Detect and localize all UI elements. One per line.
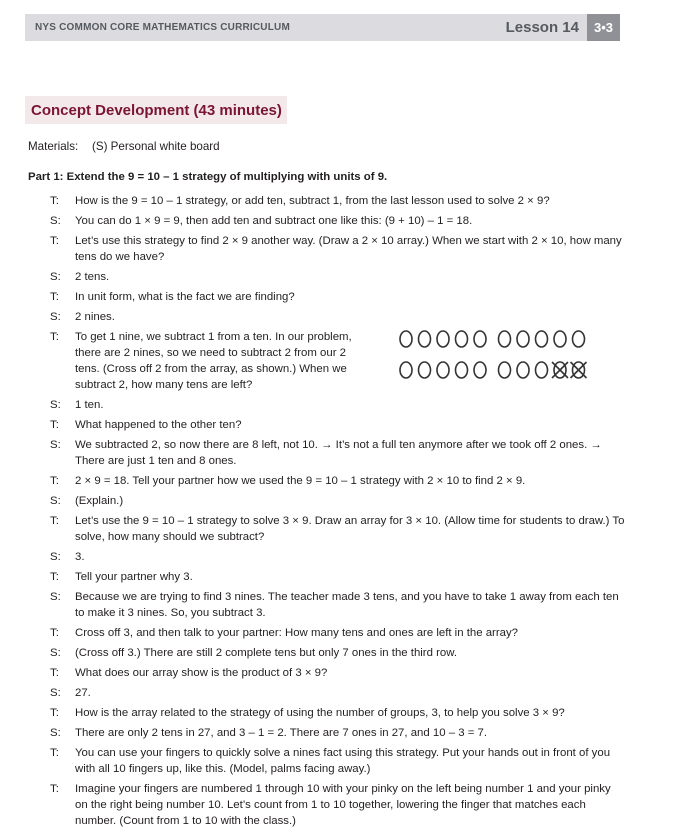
array-circle [419, 331, 431, 347]
dialog-line [50, 549, 670, 565]
array-circle [474, 331, 486, 347]
array-circle [517, 362, 529, 378]
dialog-text: In unit form, what is the fact we are finding? [75, 291, 295, 303]
dialog-text: There are only 2 tens in 27, and 3 – 1 = 2. There are 7 ones in 27, and 10 – 3 = 7. [75, 727, 488, 739]
dialog-line [50, 745, 670, 777]
dialog-text: You can use your fingers to quickly solve a nines fact using this strategy. Put your hands out in front of you with all 10 fingers up, like this. (Model, palms facing away.) [75, 747, 611, 775]
dialog-line [50, 513, 670, 545]
dialog-line [50, 569, 670, 585]
array-circle [437, 331, 449, 347]
speaker: S: [50, 727, 61, 739]
array-circle [419, 362, 431, 378]
dialog-line [50, 289, 670, 305]
section-title: Concept Development (43 minutes) [25, 96, 287, 124]
lesson-label-group [506, 14, 620, 41]
speaker: T: [50, 515, 59, 527]
materials-text: (S) Personal white board [92, 140, 220, 153]
dialog-text: You can do 1 × 9 = 9, then add ten and subtract one like this: (9 + 10) – 1 = 18. [75, 215, 473, 227]
speaker: T: [50, 475, 59, 487]
speaker: T: [50, 571, 59, 583]
speaker: T: [50, 331, 59, 343]
crossed-array-circle [571, 362, 587, 378]
speaker: T: [50, 707, 59, 719]
dialog-text: How is the array related to the strategy of using the number of groups, 3, to help you solve 3 × 9? [75, 707, 565, 719]
speaker: T: [50, 235, 59, 247]
dialog-text: 3. [75, 551, 85, 563]
array-circle [536, 331, 548, 347]
array-circle [573, 331, 585, 347]
materials-label: Materials: [28, 140, 79, 153]
speaker: S: [50, 439, 61, 451]
dialog-line [50, 417, 670, 433]
speaker: T: [50, 291, 59, 303]
dialog-line [50, 705, 670, 721]
dialog-line [50, 437, 670, 469]
speaker: T: [50, 195, 59, 207]
speaker: S: [50, 647, 61, 659]
speaker: S: [50, 687, 61, 699]
array-circle [474, 362, 486, 378]
page-header [25, 14, 620, 41]
lesson-number: Lesson 14 [505, 19, 579, 36]
dialog-line [50, 685, 670, 701]
array-circle [400, 331, 412, 347]
speaker: T: [50, 627, 59, 639]
dialog-text: We subtracted 2, so now there are 8 left, not 10. → It’s not a full ten anymore after we took off 2 ones. → There are just 1 ten and 8 ones. [75, 439, 602, 467]
array-circle [456, 362, 468, 378]
array-circle [499, 362, 511, 378]
dialog-line [50, 269, 670, 285]
speaker: S: [50, 551, 61, 563]
dialog-line [50, 589, 670, 621]
dialog-text: To get 1 nine, we subtract 1 from a ten. In our problem, there are 2 nines, so we need to subtract 2 from our 2 tens. (Cross off 2 from the array, as shown.) When we subtract 2, how many tens are left? [75, 331, 352, 391]
dialog-text: Let’s use the 9 = 10 – 1 strategy to solve 3 × 9. Draw an array for 3 × 10. (Allow time for students to draw.) To solve, how many should we subtract? [75, 515, 625, 543]
dialog-text: Tell your partner why 3. [75, 571, 193, 583]
dialog-line [50, 473, 670, 489]
array-drawing [398, 327, 593, 387]
dialog-line [50, 213, 670, 229]
speaker: T: [50, 419, 59, 431]
dialog-text: 2 tens. [75, 271, 110, 283]
dialog-line [50, 309, 670, 325]
dialog-text: 2 × 9 = 18. Tell your partner how we used the 9 = 10 – 1 strategy with 2 × 10 to find 2 × 9. [75, 475, 526, 487]
speaker: T: [50, 783, 59, 795]
part1-heading: Part 1: Extend the 9 = 10 – 1 strategy of multiplying with units of 9. [28, 171, 388, 183]
crossed-array-circle [552, 362, 568, 378]
speaker: T: [50, 747, 59, 759]
dialog-text: What happened to the other ten? [75, 419, 242, 431]
dialog-text: Because we are trying to find 3 nines. The teacher made 3 tens, and you have to take 1 away from each ten to make it 3 nines. So, you subtract 3. [75, 591, 619, 619]
dialog-line [50, 625, 670, 641]
curriculum-title: NYS COMMON CORE MATHEMATICS CURRICULUM [35, 22, 290, 33]
speaker: S: [50, 311, 61, 323]
dialog-text: Cross off 3, and then talk to your partner: How many tens and ones are left in the array? [75, 627, 519, 639]
dialog-text: 27. [75, 687, 91, 699]
dialog-text: What does our array show is the product of 3 × 9? [75, 667, 328, 679]
speaker: S: [50, 495, 61, 507]
array-circle [517, 331, 529, 347]
array-circle [437, 362, 449, 378]
dialog-line [50, 645, 670, 661]
dialog-line [50, 193, 670, 209]
array-circle [499, 331, 511, 347]
dialog-text: 2 nines. [75, 311, 115, 323]
speaker: S: [50, 399, 61, 411]
array-circle [400, 362, 412, 378]
dialog-line [50, 725, 670, 741]
dialog-text: How is the 9 = 10 – 1 strategy, or add ten, subtract 1, from the last lesson used to solve 2 × 9? [75, 195, 550, 207]
dialog-text: 1 ten. [75, 399, 104, 411]
dialog-line [50, 397, 670, 413]
dialog-text: (Cross off 3.) There are still 2 complete tens but only 7 ones in the third row. [75, 647, 457, 659]
array-circle [456, 331, 468, 347]
dialog-line [50, 665, 670, 681]
dialog-list [50, 193, 670, 833]
dialog-line [50, 781, 670, 829]
dialog-line [50, 493, 670, 509]
speaker: T: [50, 667, 59, 679]
speaker: S: [50, 271, 61, 283]
dialog-text: Let’s use this strategy to find 2 × 9 another way. (Draw a 2 × 10 array.) When we start with 2 × 10, how many tens do we have? [75, 235, 622, 263]
materials-line [28, 140, 220, 153]
speaker: S: [50, 215, 61, 227]
dialog-line [50, 233, 670, 265]
speaker: S: [50, 591, 61, 603]
array-circle [536, 362, 548, 378]
dialog-text: (Explain.) [75, 495, 124, 507]
array-circle [554, 331, 566, 347]
dialog-text: Imagine your fingers are numbered 1 through 10 with your pinky on the left being number 1 and your pinky on the right being number 10. Let’s count from 1 to 10 together, lowering the finger that matches each number. (Count from 1 to 10 with the class.) [75, 783, 611, 827]
grade-module-badge: 3•3 [587, 14, 620, 41]
